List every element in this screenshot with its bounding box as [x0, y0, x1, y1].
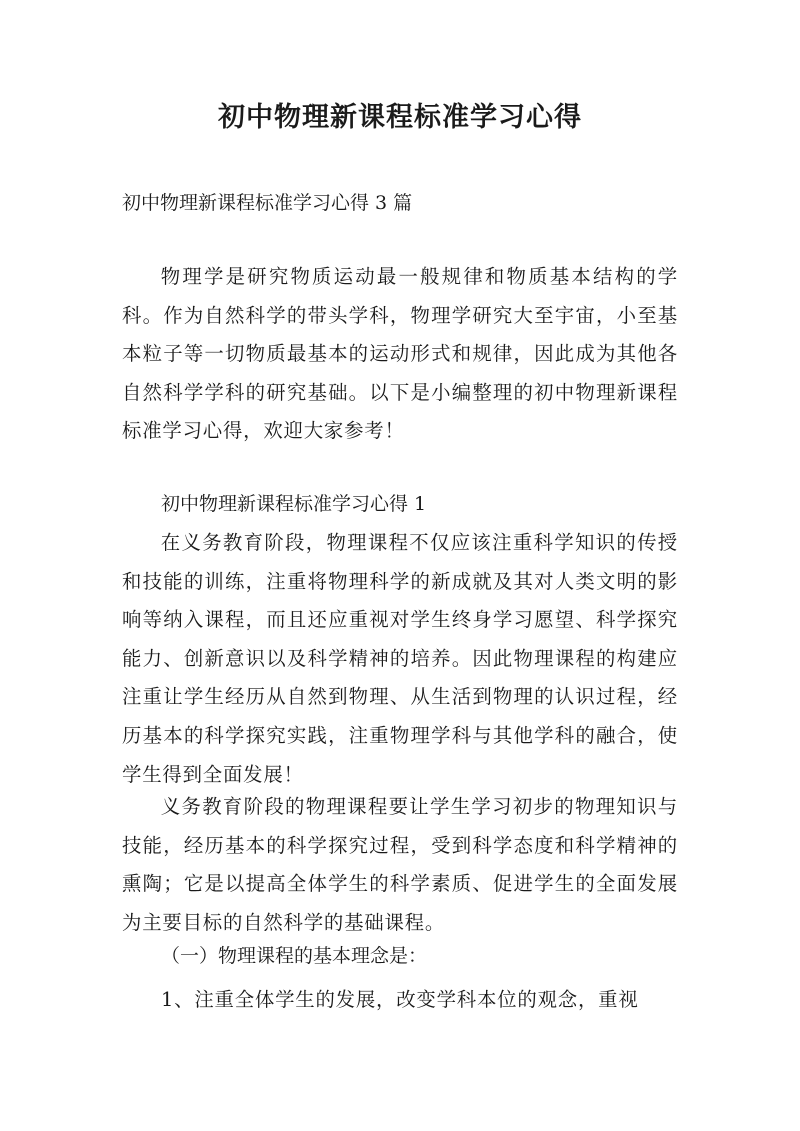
section-1-heading: 初中物理新课程标准学习心得 1	[161, 493, 427, 515]
concept-item-1: 1、注重全体学生的发展，改变学科本位的观念，重视	[161, 988, 639, 1011]
document-subtitle: 初中物理新课程标准学习心得 3 篇	[122, 192, 413, 214]
section-1-paragraph-1: 在义务教育阶段，物理课程不仅应该注重科学知识的传授和技能的训练，注重将物理科学的新成就及其对人类文明的影响等纳入课程，而且还应重视对学生终身学习愿望、科学探究能力、创新意识以及科学精神的培养。因此物理课程的构建应注重让学生经历从自然到物理、从生活到物理的认识过程，经历基本的科学探究实践，注重物理学科与其他学科的融合，使学生得到全面发展！	[122, 531, 678, 786]
concept-heading: （一）物理课程的基本理念是：	[161, 945, 428, 967]
section-1-paragraph-2: 义务教育阶段的物理课程要让学生学习初步的物理知识与技能，经历基本的科学探究过程，受到科学态度和科学精神的熏陶；它是以提高全体学生的科学素质、促进学生的全面发展为主要目标的自然科学的基础课程。	[122, 795, 678, 934]
document-title: 初中物理新课程标准学习心得	[218, 102, 582, 133]
intro-paragraph: 物理学是研究物质运动最一般规律和物质基本结构的学科。作为自然科学的带头学科，物理学研究大至宇宙，小至基本粒子等一切物质最基本的运动形式和规律，因此成为其他各自然科学学科的研究基础。以下是小编整理的初中物理新课程标准学习心得，欢迎大家参考！	[122, 265, 678, 443]
